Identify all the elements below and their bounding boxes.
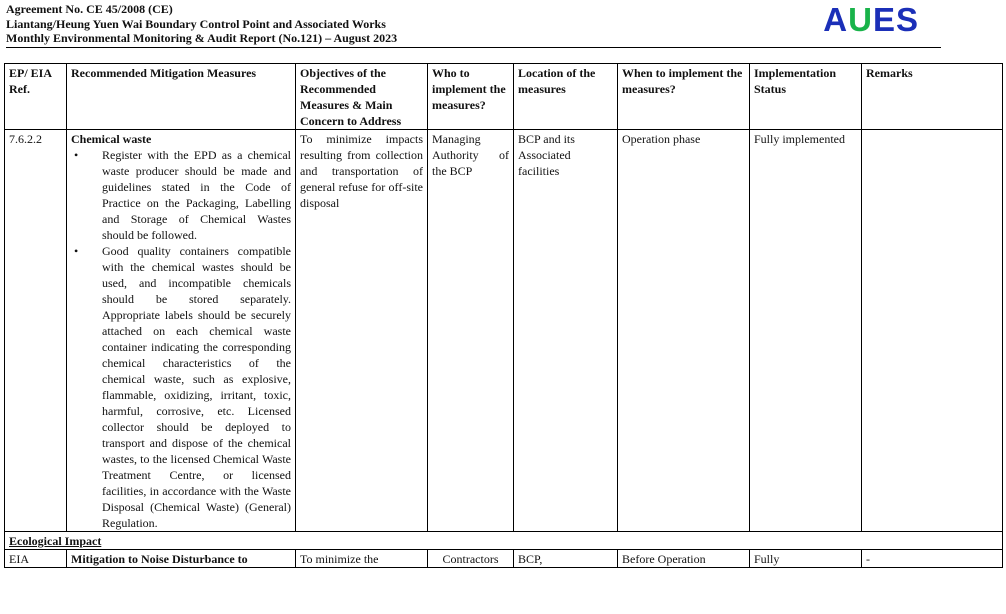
cell-location: BCP, <box>514 550 618 568</box>
cell-when: Before Operation <box>618 550 750 568</box>
table-header-row <box>5 64 1003 130</box>
report-title: Monthly Environmental Monitoring & Audit Report (No.121) – August 2023 <box>6 31 398 45</box>
cell-who: Managing Authority of the BCP <box>428 130 514 532</box>
table-row <box>5 550 1003 568</box>
header-ref: EP/ EIA Ref. <box>5 64 67 130</box>
header-objectives: Objectives of the Recommended Measures & Main Concern to Address <box>296 64 428 130</box>
header-location: Location of the measures <box>514 64 618 130</box>
header-status: Implementation Status <box>750 64 862 130</box>
measure-bullet-list <box>71 147 291 531</box>
header-remarks: Remarks <box>862 64 1003 130</box>
header-when: When to implement the measures? <box>618 64 750 130</box>
cell-remarks <box>862 130 1003 532</box>
cell-when: Operation phase <box>618 130 750 532</box>
cell-ref: EIA <box>5 550 67 568</box>
cell-objectives: To minimize impacts resulting from collection and transportation of general refuse for off-site disposal <box>296 130 428 532</box>
measure-bullet: • Register with the EPD as a chemical waste producer should be made and guidelines stated in the Code of Practice on the Packaging, Labelling and Storage of Chemical Wastes should be followed. <box>71 147 291 243</box>
section-row <box>5 532 1003 550</box>
cell-who: Contractors <box>428 550 514 568</box>
report-header <box>6 2 941 48</box>
cell-measures <box>67 130 296 532</box>
section-heading: Ecological Impact <box>5 532 1003 550</box>
cell-ref: 7.6.2.2 <box>5 130 67 532</box>
cell-status: Fully <box>750 550 862 568</box>
cell-objectives: To minimize the <box>296 550 428 568</box>
cell-remarks: - <box>862 550 1003 568</box>
cell-status: Fully implemented <box>750 130 862 532</box>
measure-bullet: • Good quality containers compatible with the chemical wastes should be used, and incompatible chemicals should be stored separately. Appropriate labels should be securely attached on each chemical waste container indicating the corresponding chemical characteristics of the chemical waste, such as explosive, flammable, oxidizing, irritant, toxic, harmful, corrosive, etc. Licensed collector should be deployed to transport and dispose of the chemical wastes, to the licensed Chemical Waste Treatment Centre, or licensed facilities, in accordance with the Waste Disposal (Chemical Waste) (General) Regulation. <box>71 243 291 531</box>
mitigation-measures-table <box>4 63 1003 568</box>
agreement-number: Agreement No. CE 45/2008 (CE) <box>6 2 173 16</box>
header-who: Who to implement the measures? <box>428 64 514 130</box>
aues-logo: AUES <box>823 1 919 38</box>
cell-measures: Mitigation to Noise Disturbance to <box>67 550 296 568</box>
table-row <box>5 130 1003 532</box>
cell-location: BCP and its Associated facilities <box>514 130 618 532</box>
measure-title: Chemical waste <box>71 132 152 146</box>
header-measures: Recommended Mitigation Measures <box>67 64 296 130</box>
project-title: Liantang/Heung Yuen Wai Boundary Control Point and Associated Works <box>6 16 386 31</box>
